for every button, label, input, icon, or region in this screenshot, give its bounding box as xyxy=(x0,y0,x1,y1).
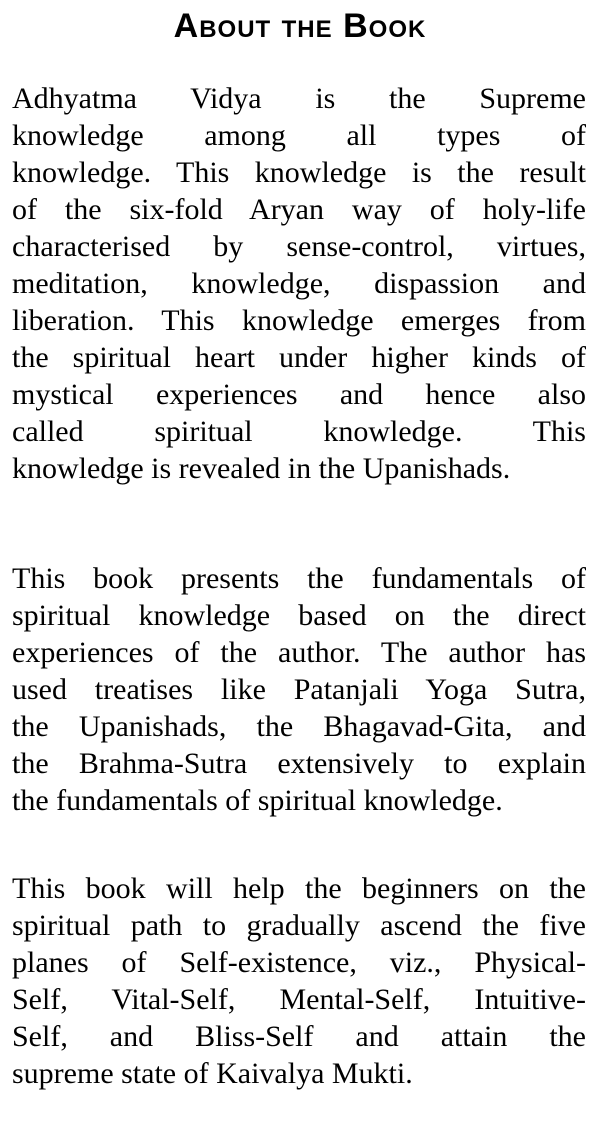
paragraph-3 xyxy=(12,870,586,1092)
paragraph-line: meditation, knowledge, dispassion and xyxy=(12,267,586,300)
paragraph-line: knowledge. This knowledge is the result xyxy=(12,156,586,189)
paragraph-line: spiritual knowledge based on the direct xyxy=(12,599,586,632)
paragraph-2 xyxy=(12,560,586,819)
paragraph-line: the spiritual heart under higher kinds of xyxy=(12,341,586,374)
paragraph-line: planes of Self-existence, viz., Physical- xyxy=(12,946,586,979)
paragraph-line: This book presents the fundamentals of xyxy=(12,562,586,595)
paragraph-line: Self, Vital-Self, Mental-Self, Intuitive- xyxy=(12,983,586,1016)
paragraph-line: mystical experiences and hence also xyxy=(12,378,586,411)
paragraph-line: called spiritual knowledge. This xyxy=(12,415,586,448)
paragraph-line: knowledge is revealed in the Upanishads. xyxy=(12,452,511,485)
paragraph-line: liberation. This knowledge emerges from xyxy=(12,304,586,337)
paragraph-line: the Brahma-Sutra extensively to explain xyxy=(12,747,586,780)
paragraph-line: of the six-fold Aryan way of holy-life xyxy=(12,193,586,226)
paragraph-line: Self, and Bliss-Self and attain the xyxy=(12,1020,586,1053)
paragraph-line: spiritual path to gradually ascend the five xyxy=(12,909,586,942)
page-title: About the Book xyxy=(173,7,427,45)
paragraph-line: experiences of the author. The author has xyxy=(12,636,586,669)
paragraph-line: This book will help the beginners on the xyxy=(12,872,586,905)
paragraph-line: characterised by sense-control, virtues, xyxy=(12,230,586,263)
paragraph-line: the fundamentals of spiritual knowledge. xyxy=(12,784,503,817)
paragraph-line: knowledge among all types of xyxy=(12,119,586,152)
paragraph-line: Adhyatma Vidya is the Supreme xyxy=(12,82,586,115)
paragraph-line: supreme state of Kaivalya Mukti. xyxy=(12,1057,413,1090)
paragraph-1 xyxy=(12,80,586,487)
paragraph-line: the Upanishads, the Bhagavad-Gita, and xyxy=(12,710,586,743)
paragraph-line: used treatises like Patanjali Yoga Sutra, xyxy=(12,673,586,706)
